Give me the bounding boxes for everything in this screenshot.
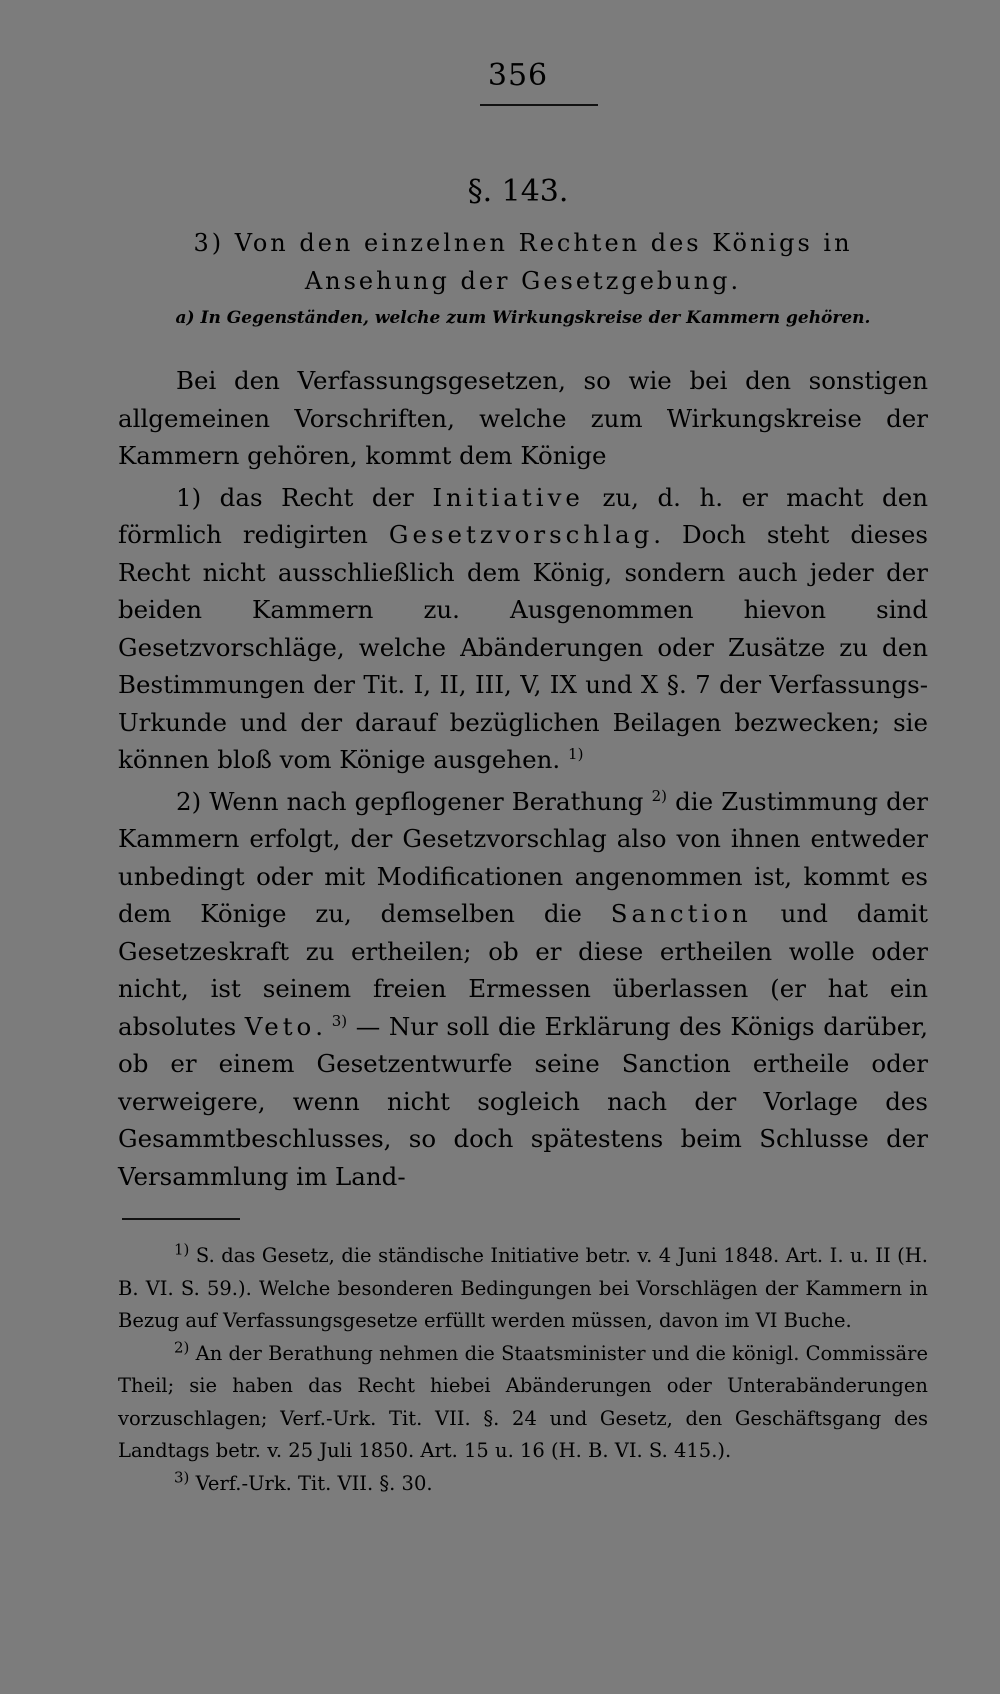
body-text	[118, 362, 928, 1195]
text-run: die Zustimmung der Kammern erfolgt, der Gesetzvorschlag also von ihnen entweder unbedingt oder mit Modificationen angenommen ist, kommt es dem Könige zu, demselben die	[118, 786, 928, 928]
emphasis-veto: Veto	[244, 1011, 316, 1041]
footnote-mark-1: 1)	[174, 1240, 190, 1259]
paragraph-sanction	[118, 783, 928, 1196]
footnote-ref-3[interactable]: 3)	[331, 1011, 348, 1030]
footnote-text-2: An der Berathung nehmen die Staatsminister und die königl. Commissäre Theil; sie haben das Recht hiebei Abänderungen oder Unterabänderungen vorzuschlagen; Verf.-Urk. Tit. VII. §. 24 und Gesetz, den Geschäftsgang des Landtags betr. v. 25 Juli 1850. Art. 15 u. 16 (H. B. VI. S. 415.).	[118, 1341, 928, 1462]
footnote-2	[118, 1338, 928, 1468]
emphasis-initiative: Initiative	[432, 482, 584, 512]
text-run: 1) das Recht der	[176, 482, 433, 512]
section-subheading: a) In Gegenständen, welche zum Wirkungskreise der Kammern gehören.	[175, 308, 871, 328]
paragraph-initiative	[118, 479, 928, 779]
footnotes	[118, 1240, 928, 1500]
paragraph-intro: Bei den Verfassungsgesetzen, so wie bei den sonstigen allgemeinen Vorschriften, welche zum Wirkungskreise der Kammern gehören, kommt dem Könige	[118, 366, 928, 470]
text-run: .	[315, 1011, 324, 1041]
footnote-mark-3: 3)	[174, 1468, 190, 1486]
section-heading: 3) Von den einzelnen Rechten des Königs in Ansehung der Gesetzgebung.	[193, 229, 853, 295]
footnote-1	[118, 1240, 928, 1338]
text-run: und damit Gesetzeskraft zu ertheilen; ob er diese ertheilen wolle oder nicht, ist seinem freien Ermessen überlassen (er hat ein absolutes	[118, 899, 928, 1041]
section-number: §. 143.	[467, 174, 569, 209]
footnote-3	[118, 1468, 928, 1501]
header-rule	[480, 104, 598, 106]
footnote-mark-2: 2)	[174, 1338, 190, 1356]
text-run: . Doch steht dieses Recht nicht ausschließlich dem König, sondern auch jeder der beiden Kammern zu. Ausgenommen hievon sind Gesetzvorschläge, welche Abänderungen oder Zusätze zu den Bestimmungen der Tit. I, II, III, V, IX und X §. 7 der Verfassungs-Urkunde und der darauf bezüglichen Beilagen bezwecken; sie können bloß vom Könige ausgehen.	[118, 520, 928, 774]
text-run: zu, d. h. er macht den förmlich redigirten	[118, 482, 928, 549]
page-number: 356	[487, 58, 549, 93]
footnote-text-3: Verf.-Urk. Tit. VII. §. 30.	[195, 1471, 433, 1495]
footnote-rule	[122, 1218, 240, 1220]
emphasis-sanction: Sanction	[610, 899, 752, 928]
text-run: 2) Wenn nach gepflogener Berathung	[176, 786, 644, 816]
emphasis-gesetzvorschlag: Gesetzvorschlag	[388, 520, 654, 549]
footnote-text-1: S. das Gesetz, die ständische Initiative betr. v. 4 Juni 1848. Art. I. u. II (H. B. VI. S. 59.). Welche besonderen Bedingungen bei Vorschlägen der Kammern in Bezug auf Verfassungsgesetze erfüllt werden müssen, davon im VI Buche.	[118, 1244, 928, 1332]
footnote-ref-2[interactable]: 2)	[651, 786, 668, 805]
text-run: — Nur soll die Erklärung des Königs darüber, ob er einem Gesetzentwurfe seine Sanction ertheile oder verweigere, wenn nicht sogleich nach der Vorlage des Gesammtbeschlusses, so doch spätestens beim Schlusse der Versammlung im Land-	[118, 1011, 928, 1191]
footnote-ref-1[interactable]: 1)	[568, 744, 584, 763]
